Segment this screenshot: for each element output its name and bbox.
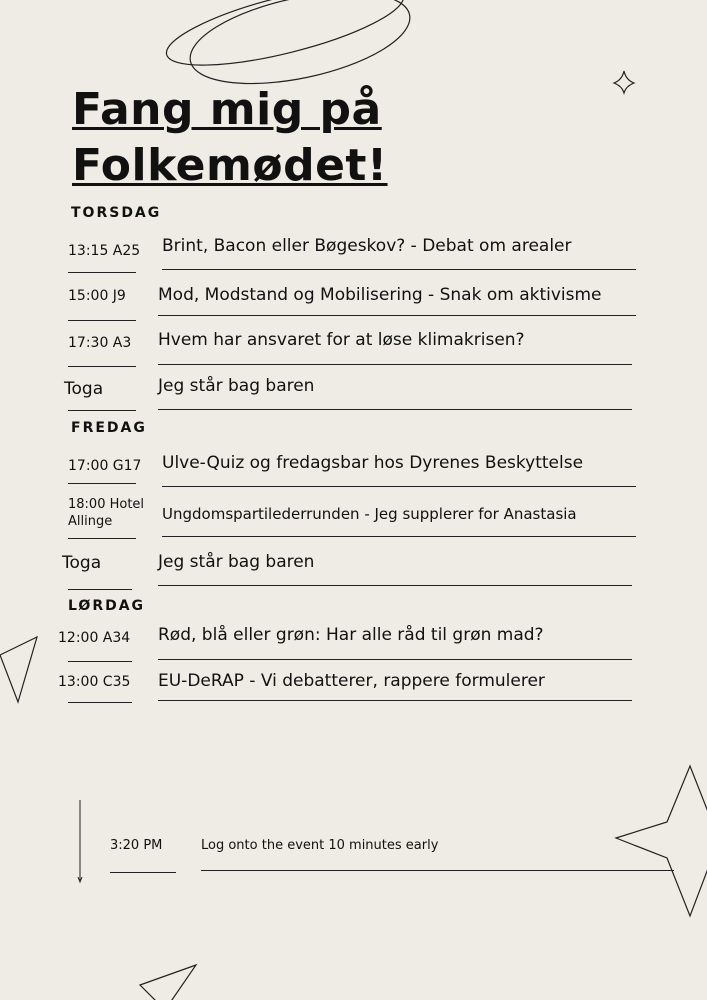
footer-event-title: Log onto the event 10 minutes early [201,838,439,853]
footer-event-time: 3:20 PM [110,838,163,853]
divider [68,410,136,411]
event-title: Rød, blå eller grøn: Har alle råd til grøn mad? [158,625,544,645]
divider [158,585,632,586]
event-title: Hvem har ansvaret for at løse klimakrisen? [158,330,525,350]
star-icon [616,766,707,916]
event-time: 13:00 C35 [58,674,131,690]
event-time: 17:30 A3 [68,335,132,351]
event-time: 13:15 A25 [68,243,141,259]
event-time: 12:00 A34 [58,630,131,646]
divider [68,661,132,662]
event-title: Jeg står bag baren [158,376,315,396]
title-line-1: Fang mig på [72,84,382,135]
title-line-2: Folkemødet! [72,140,388,191]
divider [68,538,136,539]
event-time: 17:00 G17 [68,458,142,474]
event-title: Ulve-Quiz og fredagsbar hos Dyrenes Beskyttelse [162,453,584,473]
triangle-icon [140,965,196,1000]
day-heading-friday: FREDAG [71,420,147,436]
event-title: Ungdomspartilederrunden - Jeg supplerer for Anastasia [162,505,577,523]
day-heading-saturday: LØRDAG [68,598,146,614]
divider [68,702,132,703]
divider [68,320,136,321]
page-title [72,82,388,194]
divider [158,315,636,316]
event-title: EU-DeRAP - Vi debatterer, rappere formulerer [158,671,545,691]
divider [158,700,632,701]
divider [158,409,632,410]
triangle-icon [0,637,37,702]
sparkle-icon [614,71,634,93]
arrow-down-icon [78,800,82,882]
event-title: Brint, Bacon eller Bøgeskov? - Debat om arealer [162,236,572,256]
divider [162,269,636,270]
divider [68,589,132,590]
event-time-line-1: 18:00 Hotel [68,497,145,512]
event-time-line-2: Allinge [68,514,113,529]
divider [68,483,136,484]
event-title: Mod, Modstand og Mobilisering - Snak om aktivisme [158,285,602,305]
divider [162,486,636,487]
divider [201,870,674,871]
event-time: 15:00 J9 [68,288,126,304]
event-title: Jeg står bag baren [158,552,315,572]
divider [68,366,136,367]
divider [162,536,636,537]
day-heading-thursday: TORSDAG [71,205,162,221]
event-time: Toga [62,553,102,573]
divider [158,364,632,365]
divider [68,272,136,273]
event-time [68,496,144,530]
event-time: Toga [64,379,104,399]
divider [110,872,176,873]
divider [158,659,632,660]
